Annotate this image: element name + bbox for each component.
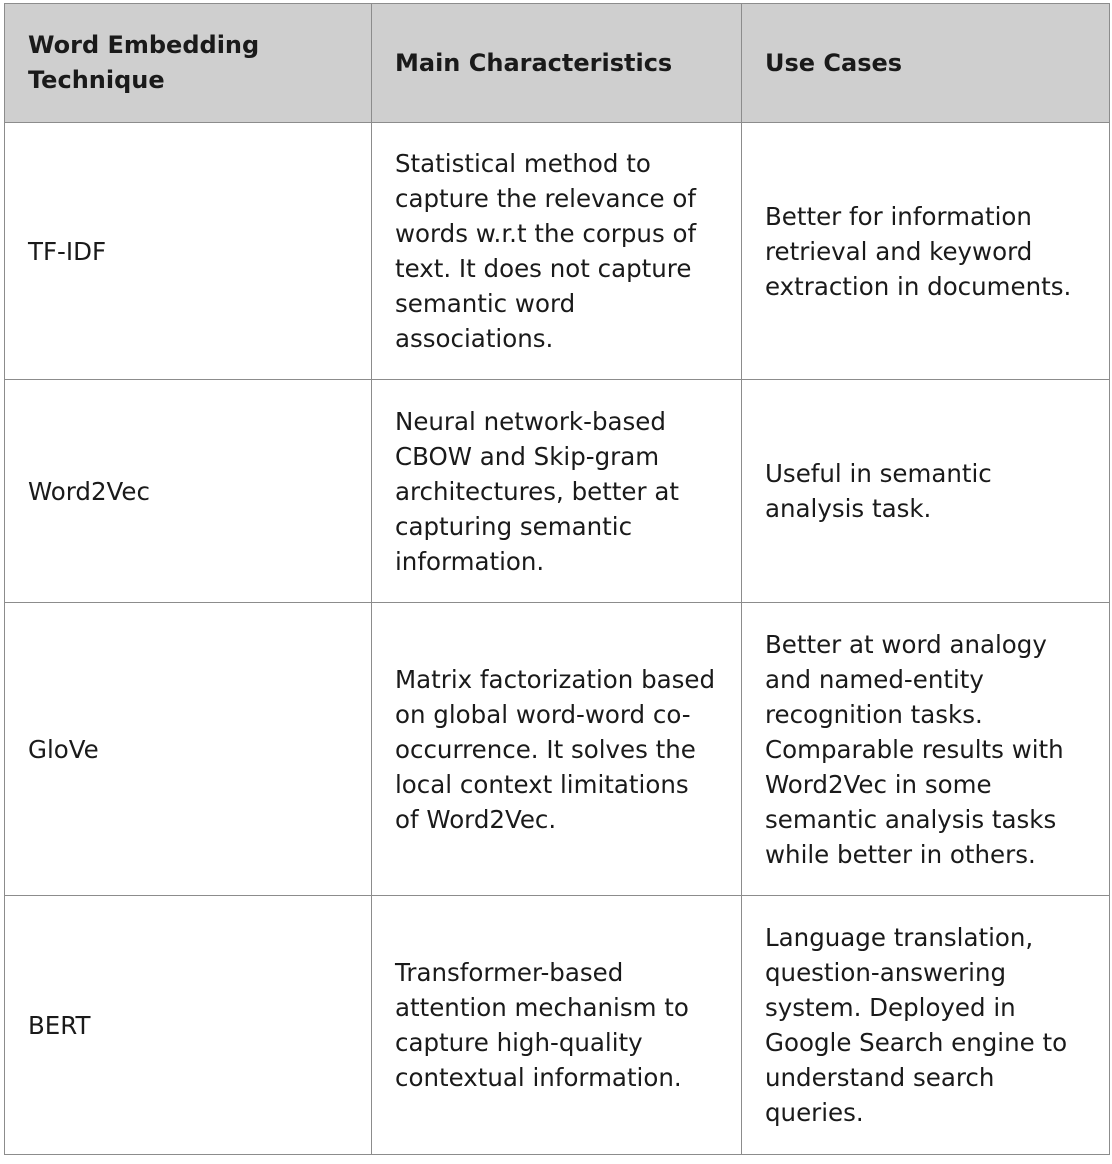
table-row (5, 123, 1110, 380)
characteristics-cell: Transformer-based attention mechanism to capture high-quality contextual information. (372, 896, 742, 1155)
use-cases-cell: Language translation, question-answering system. Deployed in Google Search engine to understand search queries. (742, 896, 1110, 1155)
header-use-cases: Use Cases (742, 4, 1110, 123)
technique-cell: GloVe (5, 603, 372, 896)
use-cases-cell: Better at word analogy and named-entity recognition tasks. Comparable results with Word2Vec in some semantic analysis tasks while better in others. (742, 603, 1110, 896)
header-characteristics: Main Characteristics (372, 4, 742, 123)
technique-cell: TF-IDF (5, 123, 372, 380)
use-cases-cell: Better for information retrieval and keyword extraction in documents. (742, 123, 1110, 380)
table-header (5, 4, 1110, 123)
use-cases-cell: Useful in semantic analysis task. (742, 380, 1110, 603)
header-row (5, 4, 1110, 123)
table-row (5, 380, 1110, 603)
table-body (5, 123, 1110, 1155)
technique-cell: BERT (5, 896, 372, 1155)
characteristics-cell: Neural network-based CBOW and Skip-gram architectures, better at capturing semantic information. (372, 380, 742, 603)
table-row (5, 896, 1110, 1155)
table-row (5, 603, 1110, 896)
characteristics-cell: Matrix factorization based on global word-word co-occurrence. It solves the local context limitations of Word2Vec. (372, 603, 742, 896)
characteristics-cell: Statistical method to capture the relevance of words w.r.t the corpus of text. It does not capture semantic word associations. (372, 123, 742, 380)
technique-cell: Word2Vec (5, 380, 372, 603)
word-embedding-comparison-table (4, 3, 1110, 1155)
header-technique: Word Embedding Technique (5, 4, 372, 123)
